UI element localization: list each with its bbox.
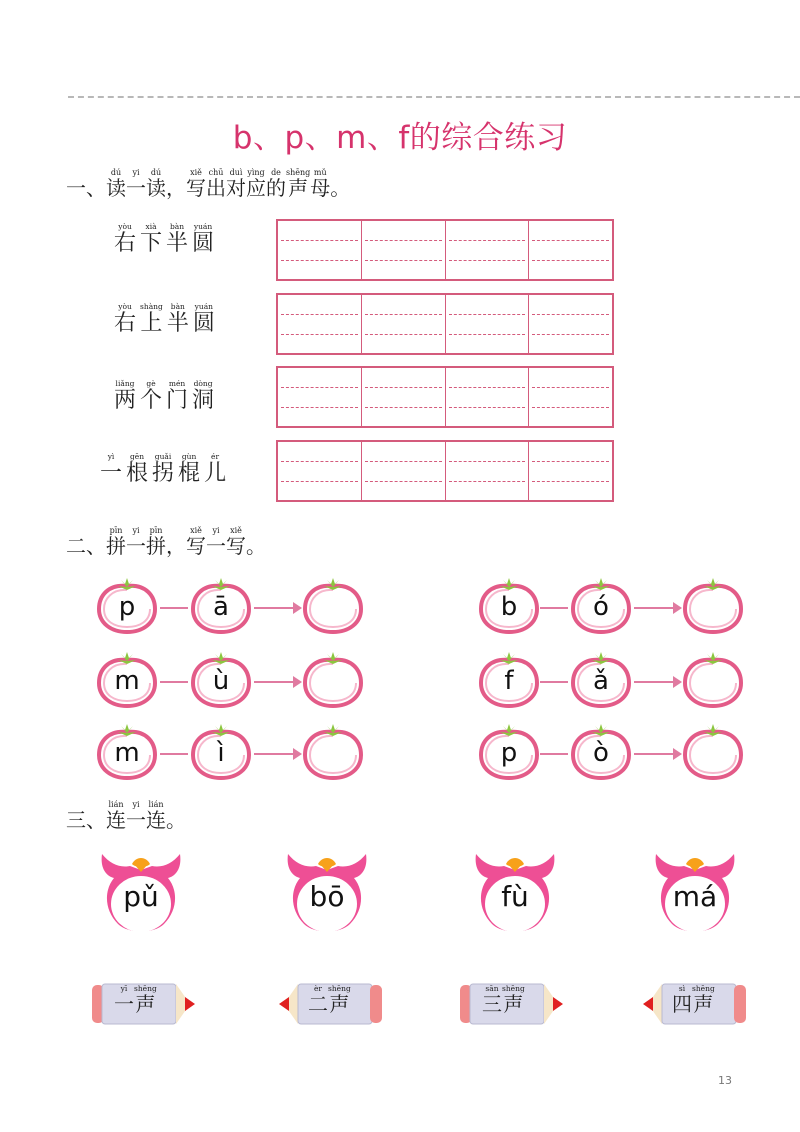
- pinyin: shēng: [286, 168, 311, 177]
- hanzi: 半: [166, 231, 189, 256]
- hanzi: 连: [106, 808, 126, 832]
- hanzi: 一: [114, 992, 134, 1016]
- final-tomato: [570, 724, 632, 780]
- arrow-icon: [634, 607, 680, 609]
- page-number: 13: [718, 1074, 732, 1087]
- tomato-letter: m: [114, 666, 140, 696]
- phrase-char: [167, 302, 189, 336]
- tomato-letter: m: [114, 738, 140, 768]
- syllable-peach[interactable]: [650, 850, 740, 938]
- pinyin: ér: [211, 452, 220, 461]
- writing-grid-3[interactable]: [276, 366, 614, 428]
- instruction-char: [106, 800, 126, 832]
- tomato-letter: ǎ: [593, 666, 609, 696]
- pinyin: shēng: [328, 984, 351, 993]
- hanzi: 拼: [106, 534, 126, 558]
- syllable-peach[interactable]: [96, 850, 186, 938]
- grid-cell[interactable]: [278, 368, 362, 426]
- hanzi: 。: [166, 808, 186, 832]
- hanzi: 出: [206, 176, 226, 200]
- pinyin: yi: [132, 526, 140, 535]
- tomato-letter: b: [500, 592, 518, 622]
- hanzi: 圆: [192, 231, 215, 256]
- initial-tomato: [478, 578, 540, 634]
- instruction-char: [146, 800, 166, 832]
- top-dashed-divider: [68, 96, 800, 98]
- grid-cell[interactable]: [362, 221, 446, 279]
- answer-tomato[interactable]: [302, 652, 364, 708]
- pinyin: dòng: [193, 379, 213, 388]
- pinyin: xiě: [190, 168, 202, 177]
- grid-cell[interactable]: [362, 368, 446, 426]
- tone-pencil[interactable]: [460, 982, 572, 1026]
- section1-heading: [66, 168, 350, 200]
- writing-grid-2[interactable]: [276, 293, 614, 355]
- hanzi: 右: [114, 311, 137, 336]
- answer-tomato[interactable]: [682, 652, 744, 708]
- tomato-letter: ó: [593, 592, 609, 622]
- instruction-char: [226, 168, 246, 200]
- grid-cell[interactable]: [446, 368, 530, 426]
- pinyin: pīn: [109, 526, 123, 535]
- instruction-char: [310, 168, 330, 200]
- phrase-char: [166, 222, 188, 256]
- final-tomato: [190, 724, 252, 780]
- syllable-text: pǔ: [123, 880, 159, 913]
- pinyin: mén: [168, 379, 186, 388]
- hanzi: 右: [114, 231, 137, 256]
- hanzi: 连: [146, 808, 166, 832]
- pinyin: yi: [132, 800, 140, 809]
- syllable-text: fù: [501, 880, 529, 913]
- phrase-char: [192, 222, 214, 256]
- tone-pencil[interactable]: [92, 982, 204, 1026]
- pinyin: shàng: [140, 302, 163, 311]
- grid-cell[interactable]: [446, 221, 530, 279]
- instruction-char: [330, 168, 350, 200]
- syllable-peach[interactable]: [282, 850, 372, 938]
- phrase-char: [114, 222, 136, 256]
- final-tomato: [190, 578, 252, 634]
- instruction-char: [206, 168, 226, 200]
- tone-char: [134, 984, 157, 1016]
- tone-label: [482, 984, 525, 1016]
- initial-tomato: [96, 578, 158, 634]
- hanzi: 写: [186, 534, 206, 558]
- tomato-letter: p: [118, 592, 136, 622]
- grid-cell[interactable]: [362, 442, 446, 500]
- phrase-3: [112, 379, 216, 413]
- initial-tomato: [478, 652, 540, 708]
- phrase-4: [98, 452, 228, 486]
- hanzi: ，: [166, 176, 186, 200]
- page-title: b、p、m、f的综合练习: [232, 120, 568, 156]
- syllable-text: bō: [309, 880, 345, 913]
- instruction-char: [106, 168, 126, 200]
- hanzi: 四: [672, 992, 692, 1016]
- tone-pencil[interactable]: [270, 982, 382, 1026]
- grid-cell[interactable]: [529, 368, 612, 426]
- grid-cell[interactable]: [529, 221, 612, 279]
- instruction-char: [166, 168, 186, 200]
- hanzi: 洞: [192, 388, 215, 413]
- section2-instruction: [106, 526, 266, 558]
- instruction-char: [126, 526, 146, 558]
- hanzi: 。: [246, 534, 266, 558]
- pinyin: dú: [110, 168, 122, 177]
- phrase-char: [114, 379, 136, 413]
- phrase-char: [126, 452, 148, 486]
- tomato-letter: f: [504, 666, 514, 696]
- hanzi: 拼: [146, 534, 166, 558]
- hanzi: 个: [140, 388, 163, 413]
- answer-tomato[interactable]: [302, 578, 364, 634]
- instruction-char: [166, 800, 186, 832]
- grid-cell[interactable]: [362, 295, 446, 353]
- arrow-icon: [254, 753, 300, 755]
- tomato-icon: [682, 578, 744, 634]
- section1-number: 一、: [66, 176, 106, 200]
- pinyin: de: [271, 168, 281, 177]
- pinyin: yòu: [118, 302, 132, 311]
- instruction-char: [126, 800, 146, 832]
- pinyin: lián: [148, 800, 164, 809]
- hanzi: 写: [226, 534, 246, 558]
- grid-cell[interactable]: [529, 295, 612, 353]
- pinyin: sān: [485, 984, 499, 993]
- initial-tomato: [96, 724, 158, 780]
- hanzi: 。: [330, 176, 351, 200]
- arrow-icon: [634, 753, 680, 755]
- instruction-char: [126, 168, 146, 200]
- grid-cell[interactable]: [278, 442, 362, 500]
- connector-line: [160, 681, 188, 683]
- pinyin: èr: [313, 984, 323, 993]
- tone-char: [692, 984, 715, 1016]
- pinyin: shēng: [502, 984, 525, 993]
- phrase-char: [178, 452, 200, 486]
- tone-char: [308, 984, 328, 1016]
- syllable-text: má: [672, 880, 718, 913]
- instruction-char: [206, 526, 226, 558]
- grid-cell[interactable]: [278, 295, 362, 353]
- pinyin: yi: [132, 168, 140, 177]
- tomato-letter: ā: [213, 592, 229, 622]
- instruction-char: [266, 168, 286, 200]
- hanzi: 对: [226, 176, 246, 200]
- tone-label: [672, 984, 715, 1016]
- tone-pencil[interactable]: [634, 982, 746, 1026]
- hanzi: 声: [693, 992, 714, 1016]
- tomato-icon: [682, 724, 744, 780]
- phrase-char: [140, 302, 163, 336]
- hanzi: 棍: [178, 461, 201, 486]
- section3-instruction: [106, 800, 186, 832]
- tomato-letter: ò: [593, 738, 609, 768]
- hanzi: 声: [288, 176, 309, 200]
- tomato-letter: ù: [212, 666, 230, 696]
- instruction-char: [226, 526, 246, 558]
- writing-grid-4[interactable]: [276, 440, 614, 502]
- pinyin: xià: [145, 222, 157, 231]
- grid-cell[interactable]: [446, 295, 530, 353]
- pinyin: yòu: [118, 222, 132, 231]
- instruction-char: [246, 168, 266, 200]
- pinyin: dú: [150, 168, 162, 177]
- section3-heading: [66, 800, 186, 832]
- pinyin: pīn: [149, 526, 163, 535]
- phrase-char: [140, 222, 162, 256]
- grid-cell[interactable]: [278, 221, 362, 279]
- phrase-char: [140, 379, 162, 413]
- initial-tomato: [96, 652, 158, 708]
- pinyin: duì: [229, 168, 243, 177]
- hanzi: 一: [100, 461, 123, 486]
- hanzi: 三: [482, 992, 502, 1016]
- hanzi: 根: [126, 461, 149, 486]
- instruction-char: [106, 526, 126, 558]
- grid-cell[interactable]: [446, 442, 530, 500]
- instruction-char: [146, 526, 166, 558]
- phrase-char: [152, 452, 174, 486]
- tone-char: [672, 984, 692, 1016]
- tone-label: [308, 984, 351, 1016]
- pinyin: mǔ: [313, 168, 327, 177]
- hanzi: 声: [329, 992, 350, 1016]
- instruction-char: [166, 526, 186, 558]
- pinyin: liǎng: [115, 379, 135, 388]
- phrase-char: [193, 302, 215, 336]
- section2-number: 二、: [66, 534, 106, 558]
- tomato-icon: [302, 578, 364, 634]
- section3-number: 三、: [66, 808, 106, 832]
- final-tomato: [570, 652, 632, 708]
- hanzi: 圆: [192, 311, 215, 336]
- arrow-icon: [254, 607, 300, 609]
- pinyin: yi: [212, 526, 220, 535]
- pinyin: yuán: [193, 222, 213, 231]
- tone-label: [114, 984, 157, 1016]
- phrase-char: [100, 452, 122, 486]
- hanzi: 母: [310, 176, 331, 200]
- instruction-char: [186, 168, 206, 200]
- connector-line: [540, 681, 568, 683]
- arrow-icon: [254, 681, 300, 683]
- tomato-icon: [302, 724, 364, 780]
- tomato-letter: ì: [217, 738, 225, 768]
- hanzi: 一: [126, 808, 146, 832]
- hanzi: 声: [503, 992, 524, 1016]
- hanzi: 的: [266, 176, 286, 200]
- pinyin: bàn: [169, 222, 185, 231]
- hanzi: 应: [246, 176, 266, 200]
- answer-tomato[interactable]: [302, 724, 364, 780]
- pinyin: chū: [208, 168, 224, 177]
- instruction-char: [146, 168, 166, 200]
- hanzi: 两: [114, 388, 137, 413]
- final-tomato: [190, 652, 252, 708]
- pinyin: gùn: [181, 452, 197, 461]
- phrase-2: [112, 302, 217, 336]
- instruction-char: [186, 526, 206, 558]
- hanzi: 读: [146, 176, 166, 200]
- arrow-icon: [634, 681, 680, 683]
- tone-char: [328, 984, 351, 1016]
- hanzi: ，: [166, 534, 186, 558]
- hanzi: 二: [308, 992, 328, 1016]
- tone-char: [482, 984, 502, 1016]
- hanzi: 写: [186, 176, 206, 200]
- tomato-icon: [302, 652, 364, 708]
- final-tomato: [570, 578, 632, 634]
- grid-cell[interactable]: [529, 442, 612, 500]
- phrase-char: [166, 379, 188, 413]
- initial-tomato: [478, 724, 540, 780]
- pinyin: bàn: [170, 302, 185, 311]
- pinyin: guǎi: [154, 452, 172, 461]
- pinyin: sì: [678, 984, 686, 993]
- hanzi: 半: [166, 311, 189, 336]
- hanzi: 上: [140, 311, 163, 336]
- phrase-char: [114, 302, 136, 336]
- hanzi: 儿: [204, 461, 227, 486]
- tomato-letter: p: [500, 738, 518, 768]
- hanzi: 一: [206, 534, 226, 558]
- answer-tomato[interactable]: [682, 724, 744, 780]
- connector-line: [160, 753, 188, 755]
- tone-char: [502, 984, 525, 1016]
- pinyin: xiě: [190, 526, 202, 535]
- section2-heading: [66, 526, 266, 558]
- hanzi: 门: [166, 388, 189, 413]
- hanzi: 拐: [152, 461, 175, 486]
- pinyin: yì: [107, 452, 115, 461]
- pinyin: xiě: [230, 526, 242, 535]
- pinyin: yī: [120, 984, 128, 993]
- hanzi: 一: [126, 176, 146, 200]
- hanzi: 下: [140, 231, 163, 256]
- connector-line: [540, 753, 568, 755]
- hanzi: 一: [126, 534, 146, 558]
- syllable-peach[interactable]: [470, 850, 560, 938]
- pinyin: gè: [146, 379, 156, 388]
- tone-char: [114, 984, 134, 1016]
- hanzi: 读: [106, 176, 126, 200]
- section1-instruction: [106, 168, 350, 200]
- instruction-char: [246, 526, 266, 558]
- pinyin: gēn: [129, 452, 145, 461]
- pinyin: yìng: [247, 168, 265, 177]
- phrase-char: [204, 452, 226, 486]
- pinyin: shēng: [692, 984, 715, 993]
- phrase-1: [112, 222, 216, 256]
- connector-line: [160, 607, 188, 609]
- tomato-icon: [682, 652, 744, 708]
- answer-tomato[interactable]: [682, 578, 744, 634]
- pinyin: shēng: [134, 984, 157, 993]
- phrase-char: [192, 379, 214, 413]
- writing-grid-1[interactable]: [276, 219, 614, 281]
- pinyin: yuán: [194, 302, 214, 311]
- connector-line: [540, 607, 568, 609]
- pinyin: lián: [108, 800, 124, 809]
- instruction-char: [286, 168, 310, 200]
- hanzi: 声: [135, 992, 156, 1016]
